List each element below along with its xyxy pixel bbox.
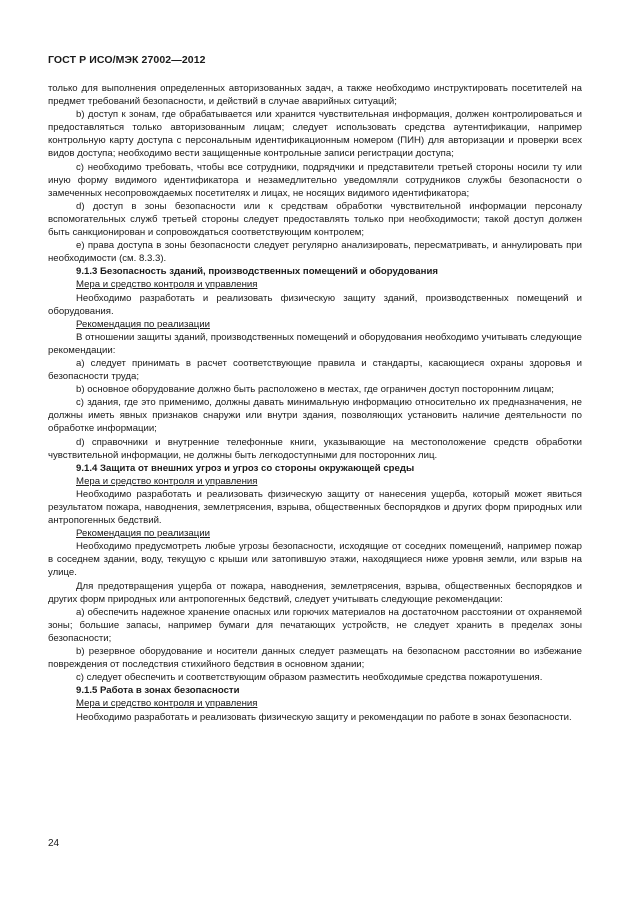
paragraph: a) обеспечить надежное хранение опасных или горючих материалов на достаточном расстоянии от охраняемой зоны; большие запасы, например бумаги для печатающих устройств, не следует хранить в пределах зоны безопасности;: [48, 606, 582, 644]
paragraph: d) справочники и внутренние телефонные книги, указывающие на местоположение средств обработки чувствительной информации, не должны быть легкодоступными для посторонних лиц.: [48, 436, 582, 461]
subheading-underlined: Рекомендация по реализации: [76, 528, 210, 540]
section-heading: 9.1.4 Защита от внешних угроз и угроз со стороны окружающей среды: [76, 462, 415, 474]
paragraph: Необходимо разработать и реализовать физическую защиту зданий, производственных помещений и оборудования.: [48, 292, 582, 317]
paragraph: d) доступ в зоны безопасности или к средствам обработки чувствительной информации персоналу вспомогательных служб третьей стороны следует предоставлять только при необходимости; такой доступ должен быть санкционирован и сопровождаться соответствующим контролем;: [48, 200, 582, 239]
paragraph: e) права доступа в зоны безопасности следует регулярно анализировать, пересматривать, и аннулировать при необходимости (см. 8.3.3).: [48, 240, 582, 265]
section-heading: 9.1.5 Работа в зонах безопасности: [76, 685, 240, 697]
paragraph: Необходимо разработать и реализовать физическую защиту от нанесения ущерба, который может явиться результатом пожара, наводнения, землетрясения, взрыва, общественных беспорядков и других форм природных или антропогенных бедствий.: [48, 488, 582, 527]
page-number: 24: [48, 838, 60, 849]
paragraph: c) следует обеспечить и соответствующим образом разместить необходимые средства пожаротушения.: [76, 672, 543, 684]
document-body: [48, 82, 582, 724]
subheading-underlined: Рекомендация по реализации: [76, 318, 210, 330]
subheading-underlined: Мера и средство контроля и управления: [76, 279, 258, 291]
paragraph: a) следует принимать в расчет соответствующие правила и стандарты, касающиеся охраны здоровья и безопасности труда;: [48, 357, 582, 383]
section-heading: 9.1.3 Безопасность зданий, производственных помещений и оборудования: [76, 266, 438, 278]
paragraph: b) основное оборудование должно быть расположено в местах, где ограничен доступ посторонним лицам;: [76, 384, 554, 396]
paragraph: c) здания, где это применимо, должны давать минимальную информацию относительно их предназначения, не должны иметь явных признаков снаружи или внутри здания, позволяющих установить наличие деятельности по обработке информации;: [48, 397, 582, 435]
paragraph: В отношении защиты зданий, производственных помещений и оборудования необходимо учитывать следующие рекомендации:: [48, 331, 582, 356]
paragraph: Необходимо разработать и реализовать физическую защиту и рекомендации по работе в зонах безопасности.: [76, 711, 572, 723]
paragraph: Необходимо предусмотреть любые угрозы безопасности, исходящие от соседних помещений, например пожар в соседнем здании, воду, текущую с крыши или затопившую этажи, находящиеся ниже уровня земли, или взрыв на улице.: [48, 541, 582, 579]
paragraph: b) резервное оборудование и носители данных следует размещать на безопасном расстоянии во избежание повреждения от последствия стихийного бедствия в основном здании;: [48, 646, 582, 671]
paragraph: Для предотвращения ущерба от пожара, наводнения, землетрясения, взрыва, общественных беспорядков и других форм природных или антропогенных бедствий, следует учитывать следующие рекомендации:: [48, 580, 582, 605]
subheading-underlined: Мера и средство контроля и управления: [76, 698, 258, 710]
paragraph: b) доступ к зонам, где обрабатывается или хранится чувствительная информация, должен контролироваться и предоставляться только авторизованным лицам; следует использовать средства аутентификации, например контрольную карту доступа с персональным идентификационным номером (ПИН) для авторизации и проверки всех видов доступа; необходимо вести защищенные контрольные записи регистрации доступа;: [48, 109, 582, 160]
paragraph: только для выполнения определенных авторизованных задач, а также необходимо инструктировать посетителей на предмет требований безопасности, и действий в случае аварийных ситуаций;: [48, 83, 582, 108]
subheading-underlined: Мера и средство контроля и управления: [76, 475, 258, 487]
document-header: ГОСТ Р ИСО/МЭК 27002—2012: [48, 54, 206, 66]
paragraph: c) необходимо требовать, чтобы все сотрудники, подрядчики и представители третьей стороны носили ту или иную форму видимого идентификатора и незамедлительно уведомляли сотрудников службы безопасности о замеченных несопровождаемых посетителях и лицах, не носящих видимого идентификатора;: [48, 161, 582, 199]
